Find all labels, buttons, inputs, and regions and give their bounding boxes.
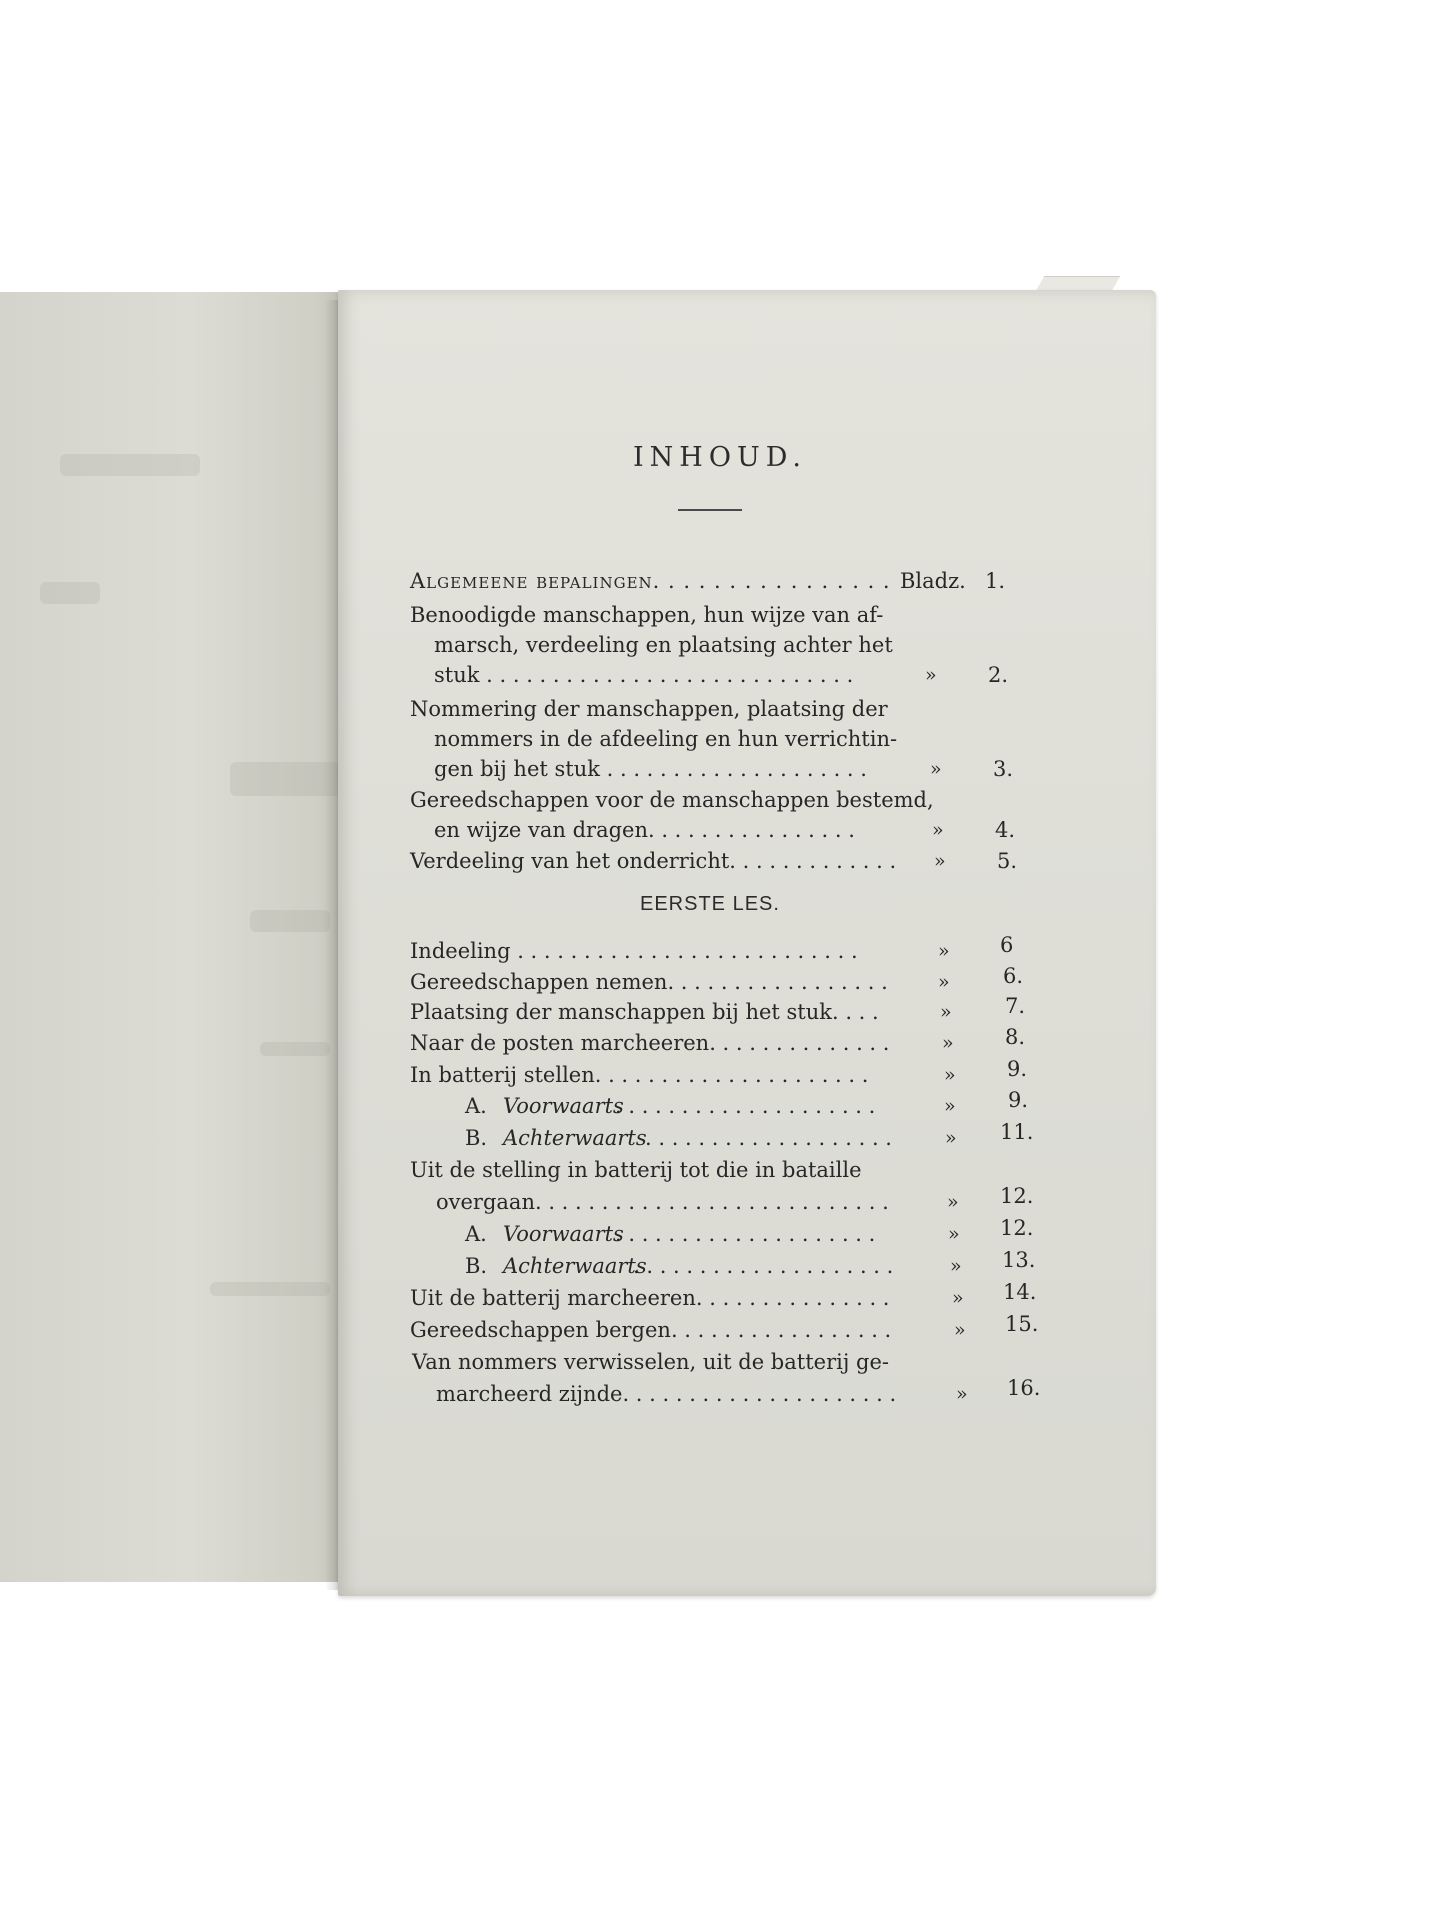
ditto-mark: » xyxy=(945,1127,957,1149)
ditto-mark: » xyxy=(925,664,937,686)
toc-page-number: 14. xyxy=(1003,1280,1037,1304)
toc-page-number: 12. xyxy=(1000,1184,1034,1208)
toc-entry-line: Plaatsing der manschappen bij het stuk. . . . xyxy=(410,1000,879,1024)
ditto-mark: » xyxy=(950,1255,962,1277)
toc-entry-line: en wijze van dragen. . . . . . . . . . . . . . . . xyxy=(434,818,855,842)
bladz-label: Bladz. xyxy=(900,569,966,593)
toc-entry-prefix: B. xyxy=(465,1126,488,1150)
toc-entry-prefix: A. xyxy=(465,1094,487,1118)
toc-page-number: 13. xyxy=(1002,1248,1036,1272)
toc-entry-line: Gereedschappen nemen. . . . . . . . . . . . . . . . . xyxy=(410,970,888,994)
ditto-mark: » xyxy=(954,1319,966,1341)
toc-entry-line: . . . . . . . . . . . . . . . . . . . xyxy=(645,1126,892,1150)
toc-page-number: 5. xyxy=(997,849,1018,873)
toc-page-number: 11. xyxy=(1000,1120,1034,1144)
toc-page-number: 9. xyxy=(1008,1088,1029,1112)
toc-page-number: 2. xyxy=(988,663,1009,687)
toc-title: INHOUD. xyxy=(633,442,807,473)
toc-entry-line: stuk . . . . . . . . . . . . . . . . . . . . . . . . . . . . xyxy=(434,663,854,687)
section-heading: EERSTE LES. xyxy=(640,893,780,915)
toc-entry-line: Uit de stelling in batterij tot die in bataille xyxy=(410,1158,862,1182)
toc-entry-prefix: A. xyxy=(465,1222,487,1246)
toc-page-number: 16. xyxy=(1007,1376,1041,1400)
toc-entry-line: nommers in de afdeeling en hun verrichtin- xyxy=(434,727,898,751)
toc-entry-line: . . . . . . . . . . . . . . . . . . . . xyxy=(615,1094,876,1118)
toc-entry-italic: Voorwaarts xyxy=(503,1222,624,1246)
toc-entry-line: overgaan. . . . . . . . . . . . . . . . . . . . . . . . . . . xyxy=(436,1190,889,1214)
toc-entry-italic: Voorwaarts xyxy=(503,1094,624,1118)
toc-entry-italic: Achterwaarts xyxy=(503,1126,647,1150)
toc-entry-prefix: B. xyxy=(465,1254,488,1278)
toc-entry-line: Indeeling . . . . . . . . . . . . . . . . . . . . . . . . . . xyxy=(410,939,858,963)
toc-page-number: 15. xyxy=(1005,1312,1039,1336)
toc-entry-line: marsch, verdeeling en plaatsing achter het xyxy=(434,633,893,657)
ditto-mark: » xyxy=(930,758,942,780)
toc-entry-line: Gereedschappen bergen. . . . . . . . . . . . . . . . . xyxy=(410,1318,892,1342)
toc-entry-line: Gereedschappen voor de manschappen bestemd, xyxy=(410,788,934,812)
toc-entry-line: Verdeeling van het onderricht. . . . . . . . . . . . . xyxy=(410,849,897,873)
toc-page-number: 3. xyxy=(993,757,1014,781)
toc-entry-line: Van nommers verwisselen, uit de batterij ge- xyxy=(412,1350,889,1374)
ditto-mark: » xyxy=(956,1383,968,1405)
ditto-mark: » xyxy=(944,1064,956,1086)
ditto-mark: » xyxy=(942,1032,954,1054)
ditto-mark: » xyxy=(934,850,946,872)
toc-entry-line: marcheerd zijnde. . . . . . . . . . . . . . . . . . . . . xyxy=(436,1382,897,1406)
ditto-mark: » xyxy=(944,1095,956,1117)
toc-entry-line: Algemeene bepalingen. . . . . . . . . . . . . . . . xyxy=(410,569,891,593)
toc-entry-line: Nommering der manschappen, plaatsing der xyxy=(410,697,888,721)
toc-page-number: 6 xyxy=(1000,933,1014,957)
toc-entry-line: . . . . . . . . . . . . . . . . . . . . xyxy=(615,1222,876,1246)
toc-entry-line: . . . . . . . . . . . . . . . . . . . . xyxy=(633,1254,894,1278)
ditto-mark: » xyxy=(938,940,950,962)
toc-page-number: 12. xyxy=(1000,1216,1034,1240)
toc-page-number: 6. xyxy=(1003,964,1024,988)
toc-entry-line: In batterij stellen. . . . . . . . . . . . . . . . . . . . . xyxy=(410,1063,869,1087)
toc-entry-italic: Achterwaarts xyxy=(503,1254,647,1278)
ditto-mark: » xyxy=(952,1287,964,1309)
toc-page-number: 7. xyxy=(1005,994,1026,1018)
toc-entry-line: gen bij het stuk . . . . . . . . . . . . . . . . . . . . xyxy=(434,757,867,781)
ditto-mark: » xyxy=(948,1223,960,1245)
ditto-mark: » xyxy=(938,971,950,993)
ditto-mark: » xyxy=(947,1191,959,1213)
ditto-mark: » xyxy=(932,819,944,841)
toc-page-number: 1. xyxy=(985,569,1006,593)
toc-entry-line: Uit de batterij marcheeren. . . . . . . . . . . . . . . xyxy=(410,1286,890,1310)
ditto-mark: » xyxy=(940,1001,952,1023)
toc-page-number: 8. xyxy=(1005,1025,1026,1049)
toc-entry-line: Benoodigde manschappen, hun wijze van af- xyxy=(410,603,884,627)
toc-entry-line: Naar de posten marcheeren. . . . . . . . . . . . . . xyxy=(410,1031,890,1055)
toc-page-number: 4. xyxy=(995,818,1016,842)
toc-page-number: 9. xyxy=(1007,1057,1028,1081)
